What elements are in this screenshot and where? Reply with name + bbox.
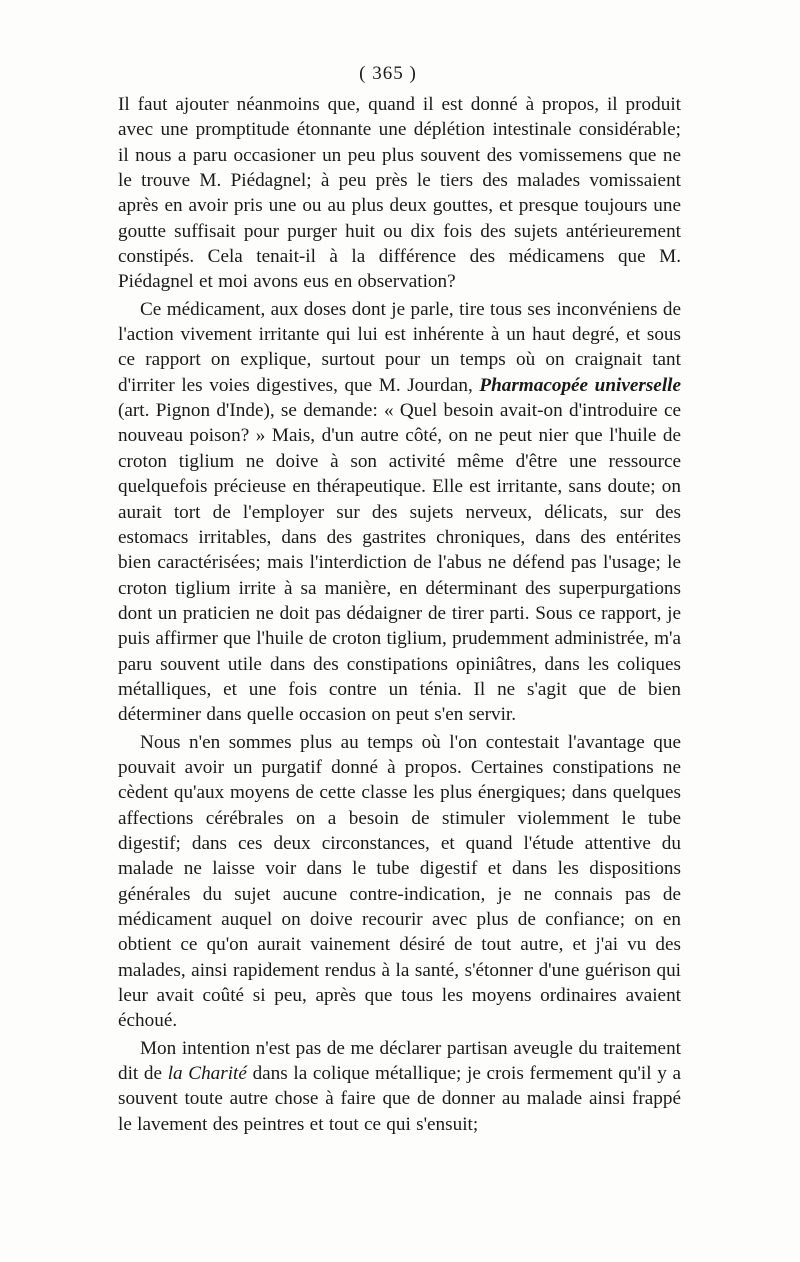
body-text: [118, 92, 681, 1137]
paragraph-2: [118, 297, 681, 728]
paragraph-1: [118, 92, 681, 295]
paragraph-4-text-a: Mon intention n'est pas de me déclarer partisan aveugle du traitement dit de: [118, 1037, 681, 1085]
paragraph-2-text-b: (art. Pignon d'Inde), se demande: « Quel besoin avait-on d'introduire ce nouveau poison? » Mais, d'un autre côté, on ne peut nier que l'huile de croton tiglium ne doive à son activité même d'être une ressource quelquefois précieuse en thérapeutique. Elle est irritante, sans doute; on aurait tort de l'employer sur des sujets nerveux, délicats, sur des estomacs irritables, dans des gastrites chroniques, dans des entérites bien caractérisées; mais l'interdiction de l'abus ne défend pas l'usage; le croton tiglium irrite à sa manière, en déterminant des superpurgations dont un praticien ne doit pas dédaigner de tirer parti. Sous ce rapport, je puis affirmer que l'huile de croton tiglium, prudemment administrée, m'a paru souvent utile dans des constipations opiniâtres, dans les coliques métalliques, et une fois contre un ténia. Il ne s'agit que de bien déterminer dans quelle occasion on peut s'en servir.: [118, 400, 681, 726]
italic-term: la Charité: [167, 1063, 247, 1085]
paragraph-4: [118, 1036, 681, 1137]
paragraph-1-text: Il faut ajouter néanmoins que, quand il est donné à propos, il produit avec une promptitude étonnante une déplétion intestinale considérable; il nous a paru occasioner un peu plus souvent des vomissemens que ne le trouve M. Piédagnel; à peu près le tiers des malades vomissaient après en avoir pris une ou au plus deux gouttes, et presque toujours une goutte suffisait pour purger huit ou dix fois des sujets antérieurement constipés. Cela tenait-il à la différence des médicamens que M. Piédagnel et moi avons eus en observation?: [118, 94, 681, 293]
reference-title: Pharmacopée universelle: [479, 374, 681, 396]
page-number: ( 365 ): [359, 63, 417, 84]
paragraph-4-text-b: dans la colique métallique; je crois fermement qu'il y a souvent toute autre chose à faire que de donner au malade ainsi frappé le lavement des peintres et tout ce qui s'ensuit;: [118, 1063, 681, 1135]
paragraph-3-text: Nous n'en sommes plus au temps où l'on contestait l'avantage que pouvait avoir un purgatif donné à propos. Certaines constipations ne cèdent qu'aux moyens de cette classe les plus énergiques; dans quelques affections cérébrales on a besoin de stimuler violemment le tube digestif; dans ces deux circonstances, et quand l'étude attentive du malade ne laisse voir dans le tube digestif et dans les dispositions générales du sujet aucune contre-indication, je ne connais pas de médicament auquel on doive recourir avec plus de confiance; on en obtient ce qu'on aurait vainement désiré de tout autre, et j'ai vu des malades, ainsi rapidement rendus à la santé, s'étonner d'une guérison qui leur avait coûté si peu, après que tous les moyens ordinaires avaient échoué.: [118, 731, 681, 1032]
paragraph-3: [118, 730, 681, 1034]
paragraph-2-text-a: Ce médicament, aux doses dont je parle, tire tous ses inconvéniens de l'action vivement irritante qui lui est inhérente à un haut degré, et sous ce rapport on explique, surtout pour un temps où on craignait tant d'irriter les voies digestives, que M. Jourdan,: [118, 298, 681, 396]
